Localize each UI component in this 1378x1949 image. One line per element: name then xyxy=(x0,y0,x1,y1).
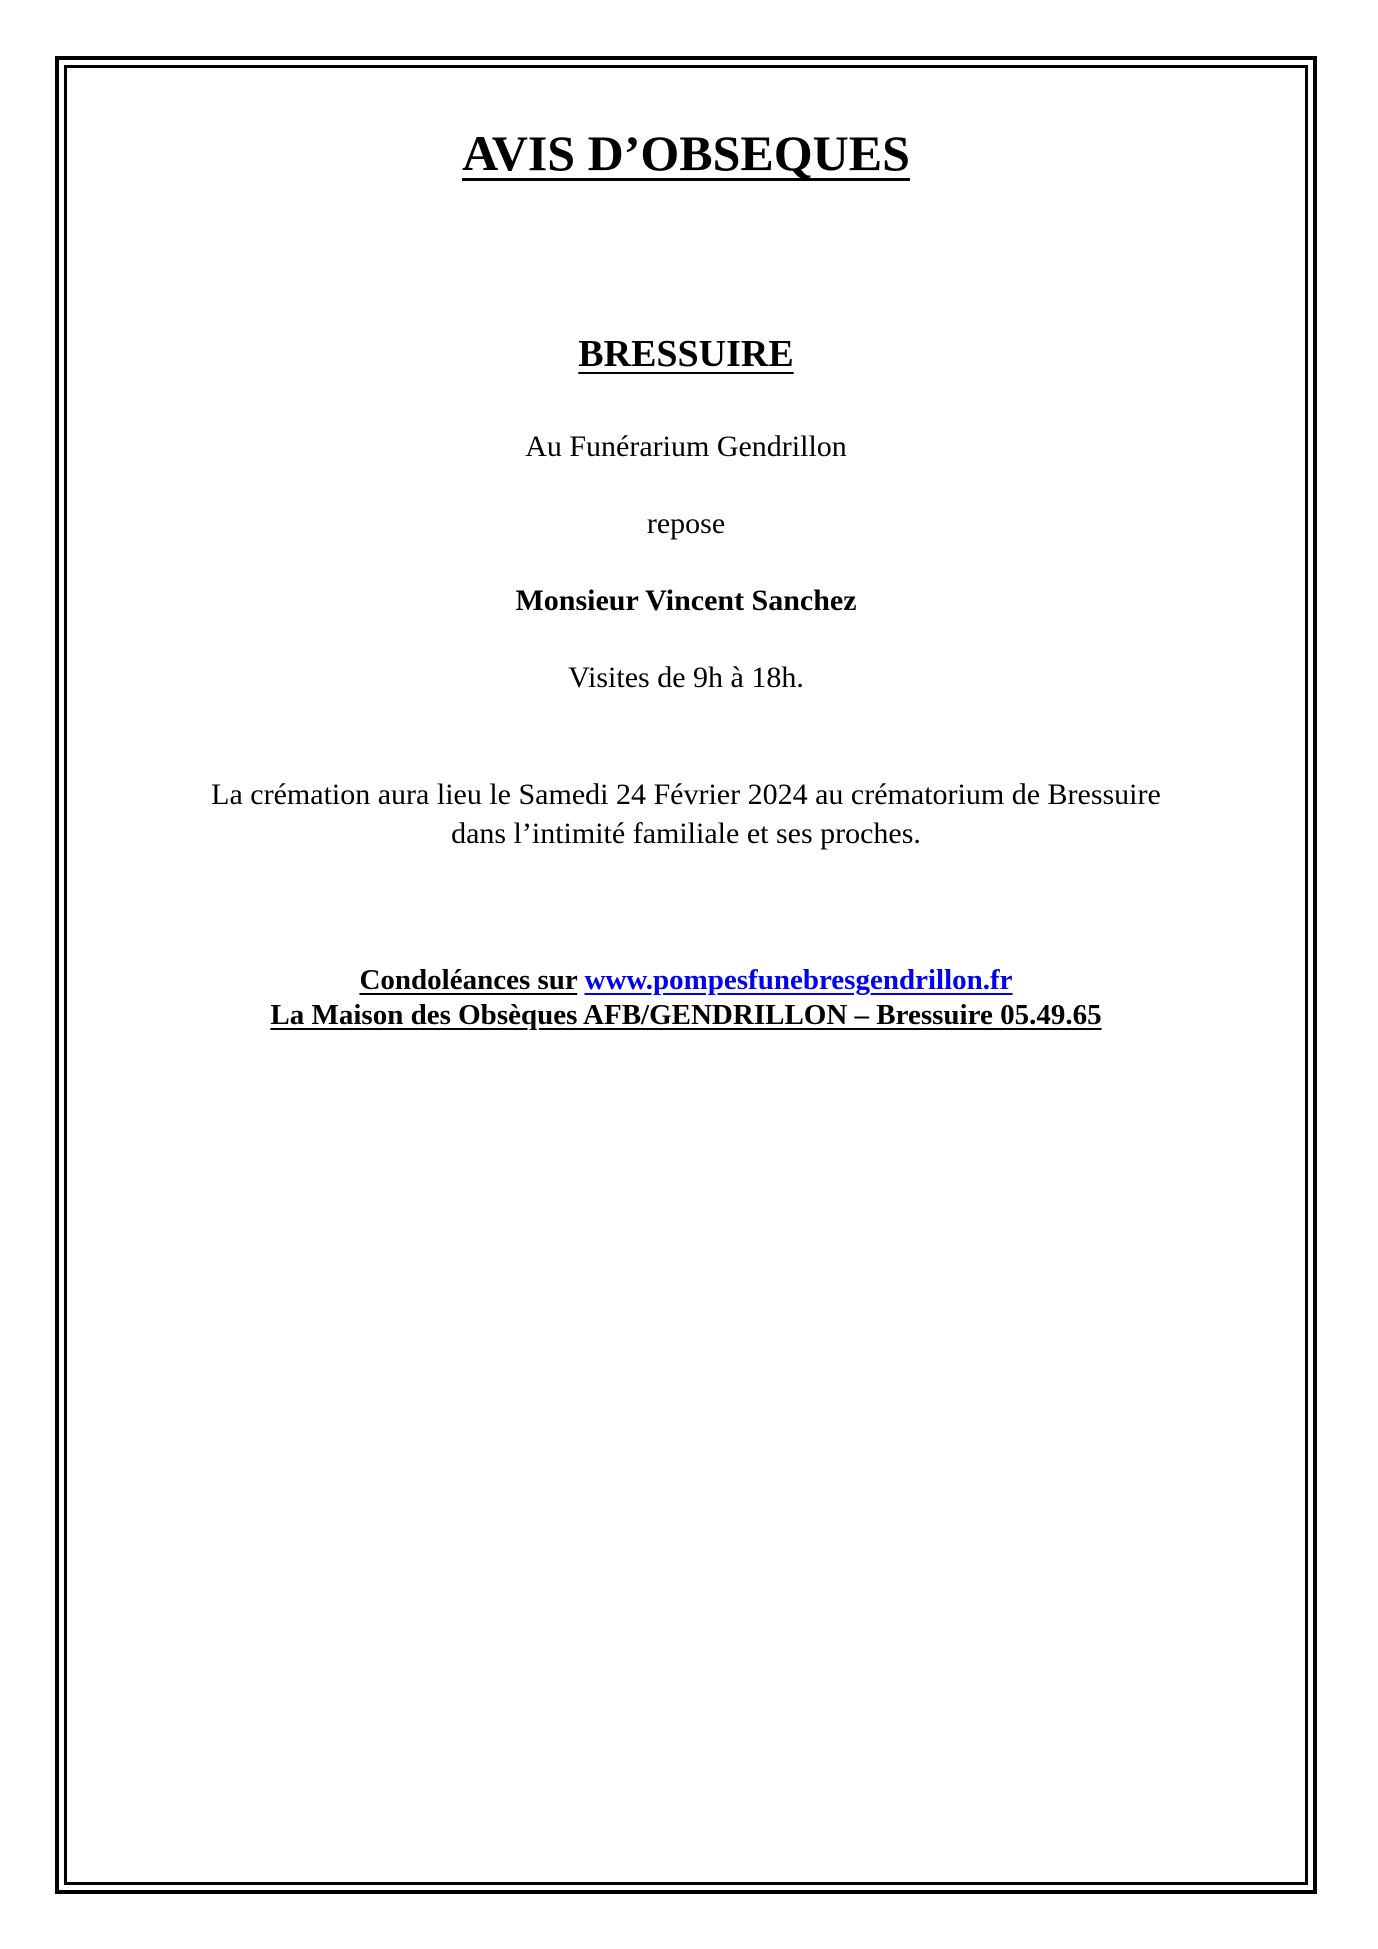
condolences-line xyxy=(64,962,1308,998)
cremation-line-1: La crémation aura lieu le Samedi 24 Février 2024 au crématorium de Bressuire xyxy=(211,778,1161,811)
website-link[interactable]: www.pompesfunebresgendrillon.fr xyxy=(584,964,1013,996)
condolences-label: Condoléances sur xyxy=(359,964,578,996)
notice-city: BRESSUIRE xyxy=(578,333,794,375)
visits-line: Visites de 9h à 18h. xyxy=(568,661,804,694)
deceased-name: Monsieur Vincent Sanchez xyxy=(515,584,857,617)
repose-line: repose xyxy=(646,507,726,540)
funeral-notice xyxy=(64,65,1308,1885)
funeral-home-text: La Maison des Obsèques AFB/GENDRILLON – Bressuire 05.49.65 xyxy=(270,999,1102,1031)
notice-title: AVIS D’OBSEQUES xyxy=(462,125,910,181)
location-line: Au Funérarium Gendrillon xyxy=(525,430,847,463)
cremation-line-2: dans l’intimité familiale et ses proches. xyxy=(451,817,921,850)
funeral-home-line xyxy=(64,997,1308,1033)
